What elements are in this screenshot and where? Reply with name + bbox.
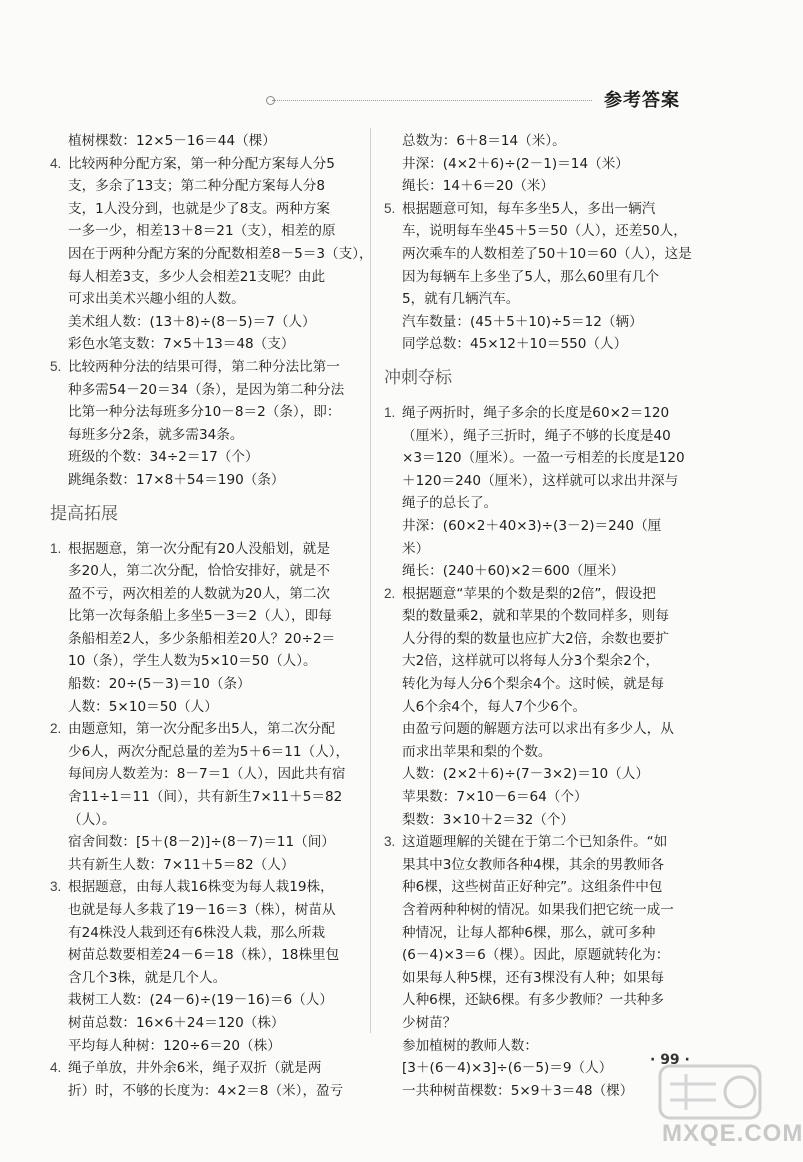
text-line: 树苗总数：16×6＋24＝120（株） — [68, 1014, 285, 1031]
text-line: 彩色水笔支数：7×5＋13＝48（支） — [68, 336, 295, 353]
section-title-tigao: 提高拓展 — [50, 503, 118, 524]
challenge-item-2 — [384, 583, 700, 832]
answer-item-5-right — [384, 198, 700, 356]
text-line: ×3＝120（厘米）。一盈一亏相差的长度是120 — [402, 450, 685, 467]
item-number: 5. — [50, 358, 62, 374]
text-line: 因在于两种分配方案的分配数相差8－5＝3（支）， — [68, 245, 373, 262]
text-line: 由题意知，第一次分配多出5人，第二次分配 — [68, 721, 335, 738]
text-line: 绳子两折时，绳子多余的长度是60×2＝120 — [402, 404, 670, 421]
text-line: 车，说明每车坐45＋5＝50（人），还差50人， — [402, 223, 687, 240]
item-body — [50, 718, 362, 876]
text-line: ＋120＝240（厘米），这样就可以求出井深与 — [402, 472, 679, 489]
text-line: 人种6棵，还缺6棵。有多少教师？一共种多 — [402, 992, 664, 1009]
text-line: 10（条），学生人数为5×10＝50（人）。 — [68, 653, 317, 670]
item-number: 2. — [384, 585, 396, 601]
item-number: 3. — [384, 834, 396, 850]
text-line: 梨数：3×10＋2＝32（个） — [402, 811, 575, 828]
item-number: 5. — [384, 200, 396, 216]
item-body — [50, 356, 362, 492]
text-line: 因为每辆车上多坐了5人，那么60里有几个 — [402, 268, 660, 285]
answer-item-5 — [50, 356, 362, 492]
text-line: 如果每人种5棵，还有3棵没有人种；如果每 — [402, 969, 664, 986]
text-line: 折）时，不够的长度为：4×2＝8（米），盈亏 — [68, 1082, 344, 1099]
text-line: 根据题意，由每人栽16株变为每人栽19株， — [68, 879, 334, 896]
text-line: 平均每人种树：120÷6＝20（株） — [68, 1037, 281, 1054]
page-number: · 99 · — [650, 1052, 690, 1068]
item-body — [50, 876, 362, 1057]
text-line: 种多需54－20＝34（条），是因为第二种分法 — [68, 381, 345, 398]
text-line: 人数：(2×2＋6)÷(7－3×2)＝10（人） — [402, 766, 649, 783]
text-line: 一共种树苗棵数：5×9＋3＝48（棵） — [402, 1082, 634, 1099]
text-line: 种情况，让每人都种6棵，那么，就可多种 — [402, 924, 656, 941]
watermark-text: MXQE.COM — [662, 1120, 803, 1147]
answer-item-4 — [50, 153, 373, 356]
text-line: 也就是每人多栽了19－16＝3（株），树苗从 — [68, 902, 336, 918]
item-number: 4. — [50, 1060, 62, 1076]
text-line: 人6个余4个，每人7个少6个。 — [402, 698, 587, 715]
text-line: 比较两种分法的结果可得，第二种分法比第一 — [68, 358, 340, 375]
text-line: 跳绳条数：17×8＋54＝190（条） — [68, 471, 285, 488]
item-body — [384, 583, 700, 832]
item-number: 1. — [50, 540, 62, 556]
text-line: 人分得的梨的数量也应扩大2倍，余数也要扩 — [402, 630, 669, 647]
text-line: 一多一少，相差13＋8＝21（支），相差的原 — [68, 223, 336, 240]
text-line: 支，多余了13支；第二种分配方案每人分8 — [68, 178, 326, 195]
text-line: 同学总数：45×12＋10＝550（人） — [402, 336, 628, 353]
text-line: 少6人，两次分配总量的差为5＋6＝11（人）， — [68, 743, 350, 760]
text-line: 比第一次每条船上多坐5－3＝2（人），即每 — [68, 608, 332, 625]
text-line: 根据题意“苹果的个数是梨的2倍”，假设把 — [402, 585, 656, 602]
text-line: 有24株没人栽到还有6株没人栽，那么所栽 — [68, 924, 326, 941]
text-line: 而求出苹果和梨的个数。 — [402, 743, 552, 760]
text-line: 人数：5×10＝50（人） — [68, 698, 218, 715]
text-line: 由盈亏问题的解题方法可以求出有多少人，从 — [402, 721, 674, 738]
text-line: 舍11÷1＝11（间），共有新生7×11＋5＝82 — [68, 789, 343, 806]
text-line: 共有新生人数：7×11＋5＝82（人） — [68, 856, 295, 873]
text-line: 井深：(60×2＋40×3)÷(3－2)＝240（厘 — [402, 517, 662, 534]
text-line: 梨的数量乘2，就和苹果的个数同样多，则每 — [402, 608, 669, 625]
text-line: (6－4)×3＝6（棵）。因此，原题就转化为： — [402, 947, 670, 964]
text-line: 每人相差3支，多少人会相差21支呢？由此 — [68, 268, 326, 285]
text-line: 两次乘车的人数相差了50＋10＝60（人），这是 — [402, 245, 692, 262]
challenge-item-1 — [384, 402, 700, 583]
extension-item-1 — [50, 538, 362, 719]
text-line: 条船相差2人，多少条船相差20人？20÷2＝ — [68, 630, 336, 647]
text-line: （厘米），绳子三折时，绳子不够的长度是40 — [402, 427, 671, 444]
text-line: 米） — [402, 540, 430, 557]
item-number: 2. — [50, 721, 62, 737]
text-line: 参加植树的教师人数： — [402, 1037, 538, 1054]
text-line: 总数为：6＋8＝14（米）。 — [402, 133, 566, 149]
text-line: 种6棵，这些树苗正好种完”。这组条件中包 — [402, 879, 663, 896]
text-line: （人）。 — [68, 811, 116, 828]
text-line: 绳长：(240＋60)×2＝600（厘米） — [402, 563, 625, 580]
page-header-title: 参考答案 — [604, 90, 680, 111]
text-line: 盈不亏，两次相差的人数就为20人，第二次 — [68, 585, 330, 602]
item-number: 3. — [50, 879, 62, 895]
item-number: 4. — [50, 155, 62, 171]
text-line: 绳子的总长了。 — [402, 495, 498, 512]
extension-item-4 — [50, 1057, 362, 1102]
text-line: 根据题意可知，每车多坐5人，多出一辆汽 — [402, 200, 656, 217]
column-divider — [370, 128, 371, 1033]
item-body — [50, 1057, 362, 1102]
text-line: [3＋(6－4)×3]÷(6－5)＝9（人） — [402, 1060, 613, 1077]
text-line: 可求出美术兴趣小组的人数。 — [68, 291, 245, 308]
answer-line: 植树棵数：12×5－16＝44（棵） — [68, 133, 276, 149]
text-line: 苹果数：7×10－6＝64（个） — [402, 789, 588, 806]
header-dotted-rule — [272, 100, 592, 101]
text-line: 少树苗？ — [402, 1014, 457, 1031]
text-line: 含着两种种树的情况。如果我们把它统一成一 — [402, 902, 674, 918]
text-line: 含几个3株，就是几个人。 — [68, 969, 227, 986]
text-line: 汽车数量：(45＋5＋10)÷5＝12（辆） — [402, 313, 643, 330]
text-line: 5，就有几辆汽车。 — [402, 291, 520, 308]
text-line: 绳长：14＋6＝20（米） — [402, 178, 554, 195]
text-line: 比第一种分法每班多分10－8＝2（条），即： — [68, 404, 341, 421]
item-body — [50, 538, 362, 719]
continued-answer — [384, 130, 700, 198]
text-line: 船数：20÷(5－3)＝10（条） — [68, 676, 251, 693]
item-body — [384, 402, 700, 583]
text-line: 转化为每人分6个梨余4个。这时候，就是每 — [402, 676, 664, 693]
text-line: 美术组人数：(13＋8)÷(8－5)＝7（人） — [68, 313, 316, 330]
text-line: 树苗总数要相差24－6＝18（株），18株里包 — [68, 947, 340, 964]
text-line: 大2倍，这样就可以将每人分3个梨余2个， — [402, 653, 660, 670]
text-line: 每班多分2条，就多需34条。 — [68, 426, 244, 443]
section-title-chongci: 冲刺夺标 — [384, 367, 452, 388]
extension-item-2 — [50, 718, 362, 876]
text-line: 井深：(4×2＋6)÷(2－1)＝14（米） — [402, 155, 629, 172]
text-line: 每间房人数差为：8－7＝1（人），因此共有宿 — [68, 766, 346, 783]
text-line: 班级的个数：34÷2＝17（个） — [68, 449, 259, 466]
item-body — [50, 153, 373, 356]
text-line: 多20人，第二次分配，恰恰安排好，就是不 — [68, 563, 330, 580]
text-line: 根据题意，第一次分配有20人没船划，就是 — [68, 540, 330, 557]
extension-item-3 — [50, 876, 362, 1057]
text-line: 这道题理解的关键在于第二个已知条件。“如 — [402, 834, 668, 851]
item-number: 1. — [384, 404, 396, 420]
item-body — [384, 198, 700, 356]
text-line: 比较两种分配方案，第一种分配方案每人分5 — [68, 155, 335, 172]
right-column — [384, 130, 700, 1102]
text-line: 支，1人没分到，也就是少了8支。两种方案 — [68, 200, 330, 217]
text-line: 绳子单放，井外余6米，绳子双折（就是两 — [68, 1060, 322, 1077]
text-line: 宿舍间数：[5＋(8－2)]÷(8－7)＝11（间） — [68, 834, 335, 851]
text-line: 栽树工人数：(24－6)÷(19－16)＝6（人） — [68, 992, 333, 1009]
left-column — [50, 130, 373, 1102]
text-line: 果其中3位女教师各种4棵，其余的男教师各 — [402, 856, 664, 873]
